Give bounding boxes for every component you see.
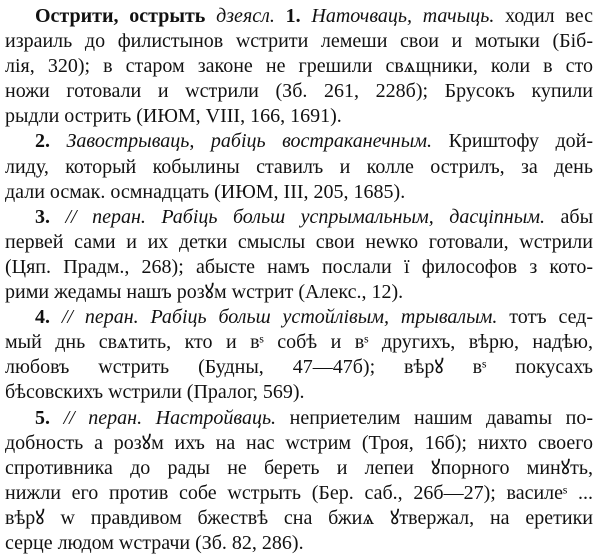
text-line: любовъ wстрить (Будны, 47—47б); вѣрꙋ вˢ покусахъ xyxy=(5,355,593,380)
text-line: ножи готовали и wстрили (Зб. 261, 228б); Брусокъ купили xyxy=(5,79,593,104)
sense-number: 5. xyxy=(35,407,50,429)
text-line: рими жедамы нашъ розꙋм wстрит (Алекс., 12). xyxy=(5,280,593,305)
text-line: рыдли острить (ИЮМ, VIII, 166, 1691). xyxy=(5,104,593,129)
text-line xyxy=(5,406,593,431)
text-line: вѣрꙋ w правдивом бжествѣ сна бжиѧ ꙋтвержал, на еретики xyxy=(5,506,593,531)
text-line: израиль до филистынов wстрити лемеши свои и мотыки (Біб- xyxy=(5,29,593,54)
text-line xyxy=(5,205,593,230)
text-line: первей сами и их детки смыслы свои неwко готовали, wстрили xyxy=(5,230,593,255)
sense-definition: // перан. Настройваць. xyxy=(64,407,276,429)
text-line: лія, 320); в старом законе не грешили свѧщники, коли в сто xyxy=(5,54,593,79)
headword: Острити, острыть xyxy=(35,5,205,27)
sense-number: 1. xyxy=(286,5,301,27)
citation-text: ходил вес xyxy=(505,5,593,27)
part-of-speech: дзеясл. xyxy=(216,5,275,27)
text-line: лиду, который кобылины ставилъ и колле острилъ, за день xyxy=(5,155,593,180)
text-line xyxy=(5,129,593,154)
sense-number: 2. xyxy=(35,130,50,152)
sense-1-paragraph xyxy=(5,4,593,129)
sense-number: 3. xyxy=(35,206,50,228)
sense-5-paragraph xyxy=(5,406,593,556)
text-line: добность а розꙋм ихъ на нас wстрим (Троя, 16б); нихто своего xyxy=(5,431,593,456)
sense-definition: // перан. Рабіць больш устойлівым, трывалым. xyxy=(62,306,498,328)
text-line: бѣсовскихъ wстрили (Пралог, 569). xyxy=(5,380,593,405)
citation-text: абы xyxy=(561,206,593,228)
text-line: (Цяп. Прадм., 268); абысте намъ послали ї философов з кото- xyxy=(5,255,593,280)
text-line: серце людом wстрачи (Зб. 82, 286). xyxy=(5,531,593,556)
text-line: нижли его против собе wстрыть (Бер. саб., 26б—27); василеˢ ... xyxy=(5,481,593,506)
text-line xyxy=(5,305,593,330)
sense-4-paragraph xyxy=(5,305,593,405)
text-line: дали осмак. осмнадцать (ИЮМ, III, 205, 1685). xyxy=(5,180,593,205)
text-line xyxy=(5,4,593,29)
citation-text: Криштофу дой- xyxy=(449,130,593,152)
citation-text: неприетелим нашим даваmы по- xyxy=(290,407,593,429)
sense-definition: // перан. Рабіць больш успрымальным, дасціпным. xyxy=(65,206,545,228)
sense-definition: Завострываць, рабіць востраканечным. xyxy=(67,130,433,152)
sense-definition: Наточваць, тачыць. xyxy=(311,5,494,27)
citation-text: тотъ сед- xyxy=(509,306,593,328)
text-line: мый днь свѧтить, кто и вˢ собѣ и вˢ другихъ, вѣрю, надѣю, xyxy=(5,330,593,355)
sense-3-paragraph xyxy=(5,205,593,305)
text-line: спротивника до рады не береть и лепеи ꙋпорного минꙋть, xyxy=(5,456,593,481)
sense-number: 4. xyxy=(35,306,50,328)
sense-2-paragraph xyxy=(5,129,593,204)
